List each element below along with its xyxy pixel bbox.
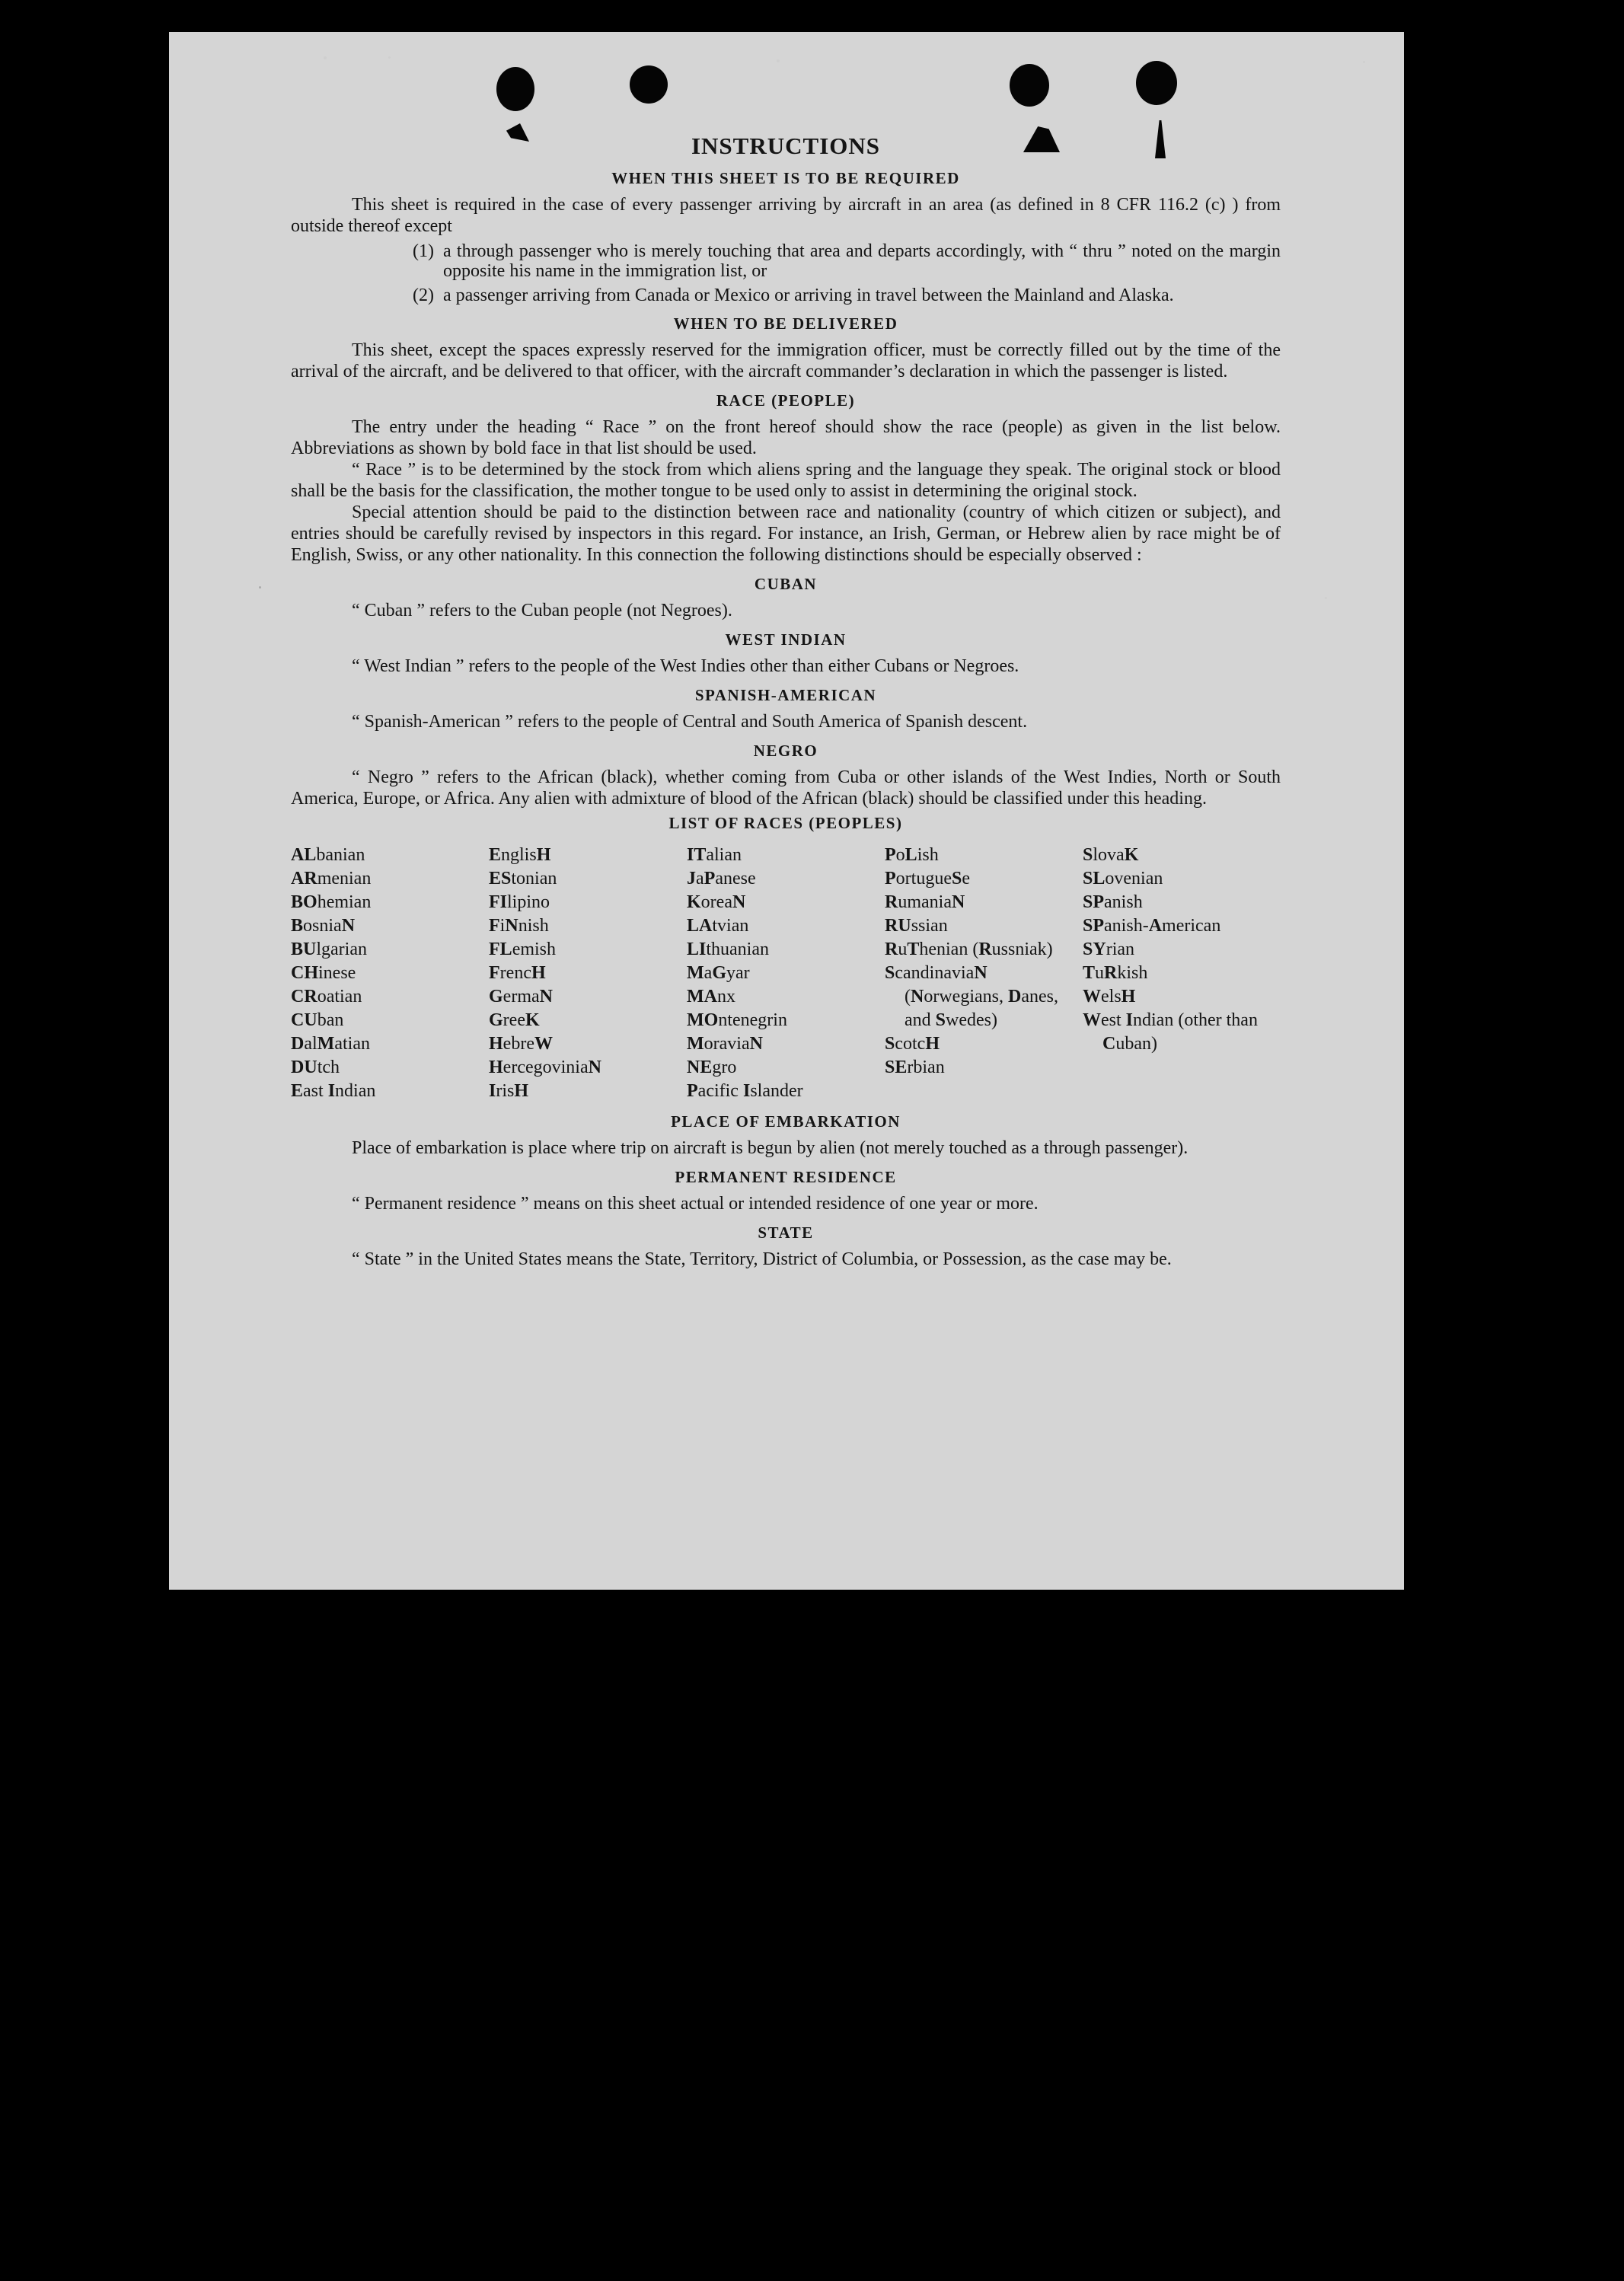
race-paragraph-1: The entry under the heading “ Race ” on the front hereof should show the race (people) as given in the list below. Abbreviations as shown by bold face in that list should be used. [291,417,1281,458]
section-heading-spanish-american: SPANISH-AMERICAN [694,686,877,704]
race-entry: MAnx [687,987,735,1007]
race-entry: BUlgarian [291,940,367,959]
race-entry: ALbanian [291,845,365,865]
race-entry: RuThenian (Russniak) [885,940,1053,959]
race-entry: SPanish [1083,892,1143,912]
race-entry: SPanish-American [1083,916,1221,936]
page-title: INSTRUCTIONS [691,132,880,159]
race-entry: JaPanese [687,869,756,888]
race-entry: SErbian [885,1058,945,1077]
race-entry: PoLish [885,845,939,865]
race-entry: FIlipino [489,892,550,912]
race-entry: LAtvian [687,916,749,936]
race-entry: EStonian [489,869,557,888]
race-paragraph-2: “ Race ” is to be determined by the stock from which aliens spring and the language they speak. The original stock or blood shall be the basis for the classification, the mother tongue to be used only to assist in determining the original stock. [291,460,1281,501]
race-entry: BOhemian [291,892,372,912]
section-heading-permanent-residence: PERMANENT RESIDENCE [675,1168,897,1186]
race-entry: HercegoviniaN [489,1058,601,1077]
instruction-sheet [169,32,1404,1590]
race-entry: FrencH [489,963,546,983]
race-entry: ScandinaviaN (Norwegians, Danes, and Swedes) [885,963,1058,1030]
race-entry: MoraviaN [687,1034,763,1054]
race-entry: PortugueSe [885,869,970,888]
section-heading-embarkation: PLACE OF EMBARKATION [671,1112,901,1131]
race-entry: CUban [291,1010,344,1030]
negro-text: “ Negro ” refers to the African (black), whether coming from Cuba or other islands of the West Indies, North or South America, Europe, or Africa. Any alien with admixture of blood of the African (black) should be classified under this heading. [291,767,1281,809]
race-entry: WelsH [1083,987,1136,1007]
race-entry: NEgro [687,1058,737,1077]
when-required-intro: This sheet is required in the case of every passenger arriving by aircraft in an area (as defined in 8 CFR 116.2 (c) ) from outside thereof except [291,195,1281,236]
race-column [291,844,489,1103]
section-heading-west-indian: WEST INDIAN [725,630,847,649]
race-entry: FiNnish [489,916,549,936]
exception-item [413,241,1281,281]
race-entry: ITalian [687,845,742,865]
race-column [885,844,1083,1103]
permanent-residence-text: “ Permanent residence ” means on this sheet actual or intended residence of one year or more. [352,1194,1039,1214]
section-heading-cuban: CUBAN [754,575,818,593]
race-paragraph-3: Special attention should be paid to the distinction between race and nationality (country of which citizen or subject), and entries should be carefully revised by inspectors in this regard. For instance, an Irish, German, or Hebrew alien by race might be of English, Swiss, or any other nationality. In this connection the following distinctions should be especially observed : [291,502,1281,565]
race-entry: CRoatian [291,987,362,1007]
west-indian-text: “ West Indian ” refers to the people of the West Indies other than either Cubans or Negroes. [352,656,1019,676]
race-entry: GermaN [489,987,553,1007]
speck [1363,61,1365,63]
race-entry: CHinese [291,963,356,983]
section-heading-race: RACE (PEOPLE) [716,391,856,410]
speck [1325,597,1327,599]
list-of-races [291,844,1281,1103]
race-entry: SYrian [1083,940,1135,959]
race-entry: HebreW [489,1034,553,1054]
race-entry: KoreaN [687,892,746,912]
exception-text: a through passenger who is merely touching that area and departs accordingly, with “ thru ” noted on the margin opposite his name in the immigration list, or [443,241,1281,281]
race-entry: GreeK [489,1010,540,1030]
race-column [1083,844,1281,1103]
race-entry: ScotcH [885,1034,940,1054]
exception-text: a passenger arriving from Canada or Mexico or arriving in travel between the Mainland and Alaska. [443,286,1174,305]
section-heading-negro: NEGRO [753,742,818,760]
race-column [687,844,885,1103]
race-entry: FLemish [489,940,557,959]
section-heading-state: STATE [758,1223,814,1242]
spanish-american-text: “ Spanish-American ” refers to the people of Central and South America of Spanish descent. [352,712,1028,732]
race-entry: East Indian [291,1081,376,1101]
race-entry: DUtch [291,1058,340,1077]
sheet-content [291,132,1281,1270]
exception-item [413,286,1281,305]
race-entry: BosniaN [291,916,356,936]
race-entry: West Indian (other than Cuban) [1083,1010,1258,1054]
race-entry: MaGyar [687,963,750,983]
section-heading-when-delivered: WHEN TO BE DELIVERED [673,314,898,333]
race-entry: DalMatian [291,1034,370,1054]
race-entry: MOntenegrin [687,1010,787,1030]
exception-number: (1) [413,241,434,261]
race-entry: LIthuanian [687,940,769,959]
when-delivered-text: This sheet, except the spaces expressly reserved for the immigration officer, must be correctly filled out by the time of the arrival of the aircraft, and be delivered to that officer, with the aircraft commander’s declaration in which the passenger is listed. [291,340,1281,381]
embarkation-text: Place of embarkation is place where trip on aircraft is begun by alien (not merely touched as a through passenger). [352,1138,1188,1158]
section-heading-when-required: WHEN THIS SHEET IS TO BE REQUIRED [611,169,960,187]
cuban-text: “ Cuban ” refers to the Cuban people (not Negroes). [352,601,732,620]
punch-hole [496,67,534,111]
section-heading-list-of-races: LIST OF RACES (PEOPLES) [668,814,903,832]
race-entry: EnglisH [489,845,551,865]
race-entry: RUssian [885,916,948,936]
speck [259,586,261,589]
race-column [489,844,687,1103]
punch-hole [1136,61,1177,105]
punch-hole [1010,64,1049,107]
race-entry: SLovenian [1083,869,1163,888]
race-entry: SlovaK [1083,845,1139,865]
race-entry: TuRkish [1083,963,1148,983]
speck [388,56,391,59]
punch-hole [630,65,668,104]
speck [324,56,327,59]
speck [777,59,780,62]
race-entry: Pacific Islander [687,1081,803,1101]
race-entry: ARmenian [291,869,372,888]
state-text: “ State ” in the United States means the State, Territory, District of Columbia, or Possession, as the case may be. [352,1249,1172,1269]
race-entry: RumaniaN [885,892,965,912]
race-entry: IrisH [489,1081,529,1101]
exception-number: (2) [413,286,434,305]
